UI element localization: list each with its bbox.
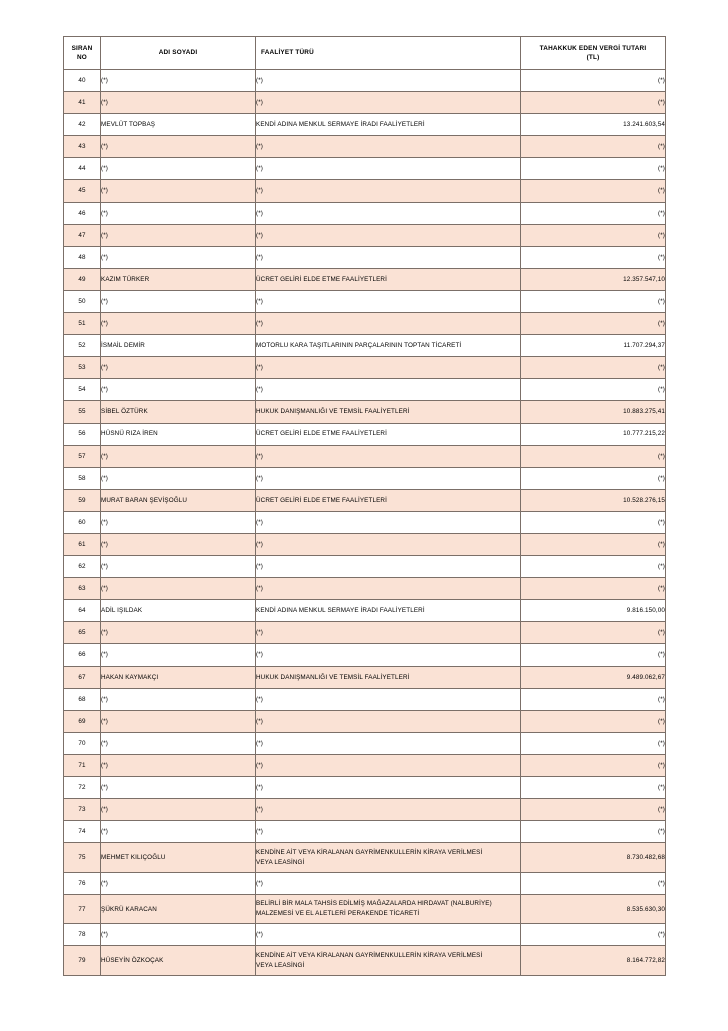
cell-sira-no: 60 (64, 511, 101, 533)
cell-adi-soyadi: (*) (101, 799, 256, 821)
cell-sira-no: 49 (64, 268, 101, 290)
cell-faaliyet-turu (256, 946, 521, 976)
cell-adi-soyadi: (*) (101, 202, 256, 224)
table-row (64, 924, 666, 946)
cell-faaliyet-turu: MOTORLU KARA TAŞITLARININ PARÇALARININ TOPTAN TİCARETİ (256, 335, 521, 357)
cell-adi-soyadi: ADİL IŞILDAK (101, 600, 256, 622)
column-header-amount-line1: TAHAKKUK EDEN VERGİ TUTARI (539, 44, 647, 52)
cell-tahakkuk-eden-vergi-tutari: (*) (521, 467, 666, 489)
cell-faaliyet-turu (256, 843, 521, 873)
cell-sira-no: 48 (64, 246, 101, 268)
table-body (64, 70, 666, 976)
cell-sira-no: 58 (64, 467, 101, 489)
cell-faaliyet-turu: (*) (256, 777, 521, 799)
cell-tahakkuk-eden-vergi-tutari: (*) (521, 92, 666, 114)
cell-adi-soyadi: (*) (101, 511, 256, 533)
cell-tahakkuk-eden-vergi-tutari: (*) (521, 533, 666, 555)
cell-adi-soyadi: (*) (101, 357, 256, 379)
table-row (64, 70, 666, 92)
cell-adi-soyadi: KAZIM TÜRKER (101, 268, 256, 290)
cell-tahakkuk-eden-vergi-tutari: (*) (521, 224, 666, 246)
cell-sira-no: 47 (64, 224, 101, 246)
cell-tahakkuk-eden-vergi-tutari: (*) (521, 556, 666, 578)
table-row (64, 114, 666, 136)
cell-faaliyet-turu: (*) (256, 578, 521, 600)
cell-faaliyet-turu: (*) (256, 70, 521, 92)
cell-faaliyet-turu: (*) (256, 688, 521, 710)
cell-sira-no: 40 (64, 70, 101, 92)
cell-faaliyet-turu: (*) (256, 799, 521, 821)
cell-adi-soyadi: (*) (101, 732, 256, 754)
cell-tahakkuk-eden-vergi-tutari: (*) (521, 754, 666, 776)
cell-adi-soyadi: SİBEL ÖZTÜRK (101, 401, 256, 423)
cell-sira-no: 54 (64, 379, 101, 401)
cell-adi-soyadi: (*) (101, 754, 256, 776)
table-row (64, 622, 666, 644)
cell-adi-soyadi: (*) (101, 92, 256, 114)
cell-tahakkuk-eden-vergi-tutari: (*) (521, 732, 666, 754)
cell-tahakkuk-eden-vergi-tutari: (*) (521, 777, 666, 799)
column-header-adi-soyadi: ADI SOYADI (101, 37, 256, 70)
cell-adi-soyadi: (*) (101, 180, 256, 202)
cell-tahakkuk-eden-vergi-tutari: 11.707.294,37 (521, 335, 666, 357)
cell-adi-soyadi: HÜSEYİN ÖZKOÇAK (101, 946, 256, 976)
cell-faaliyet-turu: KENDİ ADINA MENKUL SERMAYE İRADI FAALİYETLERİ (256, 114, 521, 136)
cell-faaliyet-turu: ÜCRET GELİRİ ELDE ETME FAALİYETLERİ (256, 423, 521, 445)
cell-tahakkuk-eden-vergi-tutari: 10.528.276,15 (521, 489, 666, 511)
cell-faaliyet-turu: (*) (256, 202, 521, 224)
cell-tahakkuk-eden-vergi-tutari: 9.816.150,00 (521, 600, 666, 622)
cell-adi-soyadi: (*) (101, 688, 256, 710)
cell-adi-soyadi: (*) (101, 467, 256, 489)
cell-sira-no: 79 (64, 946, 101, 976)
cell-adi-soyadi: (*) (101, 136, 256, 158)
cell-faaliyet-turu: ÜCRET GELİRİ ELDE ETME FAALİYETLERİ (256, 489, 521, 511)
cell-sira-no: 65 (64, 622, 101, 644)
table-row (64, 489, 666, 511)
cell-adi-soyadi: MURAT BARAN ŞEVİŞOĞLU (101, 489, 256, 511)
cell-tahakkuk-eden-vergi-tutari: (*) (521, 158, 666, 180)
cell-tahakkuk-eden-vergi-tutari: (*) (521, 357, 666, 379)
table-row (64, 511, 666, 533)
cell-faaliyet-turu: (*) (256, 158, 521, 180)
cell-sira-no: 77 (64, 894, 101, 924)
table-row (64, 946, 666, 976)
cell-tahakkuk-eden-vergi-tutari: (*) (521, 644, 666, 666)
cell-faaliyet-turu: (*) (256, 556, 521, 578)
cell-faaliyet-turu: (*) (256, 357, 521, 379)
cell-adi-soyadi: HAKAN KAYMAKÇI (101, 666, 256, 688)
cell-faaliyet-turu: (*) (256, 467, 521, 489)
cell-adi-soyadi: (*) (101, 710, 256, 732)
cell-sira-no: 42 (64, 114, 101, 136)
cell-adi-soyadi: HÜSNÜ RIZA İREN (101, 423, 256, 445)
cell-sira-no: 55 (64, 401, 101, 423)
cell-faaliyet-turu: HUKUK DANIŞMANLIĞI VE TEMSİL FAALİYETLERİ (256, 401, 521, 423)
table-row (64, 268, 666, 290)
table-row (64, 644, 666, 666)
table-row (64, 666, 666, 688)
header-row (64, 37, 666, 70)
table-row (64, 754, 666, 776)
table-row (64, 379, 666, 401)
cell-sira-no: 52 (64, 335, 101, 357)
table-row (64, 290, 666, 312)
cell-sira-no: 64 (64, 600, 101, 622)
table-row (64, 467, 666, 489)
cell-tahakkuk-eden-vergi-tutari: 10.883.275,41 (521, 401, 666, 423)
cell-faaliyet-turu: (*) (256, 644, 521, 666)
table-row (64, 401, 666, 423)
cell-tahakkuk-eden-vergi-tutari: (*) (521, 872, 666, 894)
cell-faaliyet-turu: (*) (256, 445, 521, 467)
column-header-sira-no: SIRAN NO (64, 37, 101, 70)
cell-tahakkuk-eden-vergi-tutari: (*) (521, 710, 666, 732)
cell-faaliyet-turu: (*) (256, 872, 521, 894)
cell-adi-soyadi: (*) (101, 872, 256, 894)
cell-adi-soyadi: (*) (101, 821, 256, 843)
cell-sira-no: 74 (64, 821, 101, 843)
cell-tahakkuk-eden-vergi-tutari: (*) (521, 70, 666, 92)
table-row (64, 335, 666, 357)
table-row (64, 224, 666, 246)
cell-adi-soyadi: (*) (101, 445, 256, 467)
cell-tahakkuk-eden-vergi-tutari: (*) (521, 622, 666, 644)
cell-adi-soyadi: (*) (101, 578, 256, 600)
table-row (64, 777, 666, 799)
cell-faaliyet-turu: (*) (256, 379, 521, 401)
table-header (64, 37, 666, 70)
table-row (64, 533, 666, 555)
cell-adi-soyadi: (*) (101, 622, 256, 644)
cell-sira-no: 41 (64, 92, 101, 114)
table-row (64, 872, 666, 894)
cell-sira-no: 46 (64, 202, 101, 224)
cell-sira-no: 75 (64, 843, 101, 873)
cell-tahakkuk-eden-vergi-tutari: 13.241.603,54 (521, 114, 666, 136)
cell-faaliyet-turu: (*) (256, 246, 521, 268)
cell-tahakkuk-eden-vergi-tutari: (*) (521, 246, 666, 268)
cell-adi-soyadi: (*) (101, 246, 256, 268)
cell-adi-soyadi: (*) (101, 379, 256, 401)
cell-sira-no: 68 (64, 688, 101, 710)
cell-tahakkuk-eden-vergi-tutari: 12.357.547,10 (521, 268, 666, 290)
table-row (64, 180, 666, 202)
cell-faaliyet-turu: (*) (256, 710, 521, 732)
cell-faaliyet-line1: KENDİNE AİT VEYA KİRALANAN GAYRİMENKULLERİN KİRAYA VERİLMESİ (256, 848, 483, 856)
cell-faaliyet-turu: (*) (256, 754, 521, 776)
cell-sira-no: 59 (64, 489, 101, 511)
cell-faaliyet-turu: (*) (256, 821, 521, 843)
cell-tahakkuk-eden-vergi-tutari: (*) (521, 924, 666, 946)
cell-adi-soyadi: (*) (101, 556, 256, 578)
cell-sira-no: 76 (64, 872, 101, 894)
cell-tahakkuk-eden-vergi-tutari: 8.535.630,30 (521, 894, 666, 924)
cell-faaliyet-turu: (*) (256, 224, 521, 246)
cell-faaliyet-line1: BELİRLİ BİR MALA TAHSİS EDİLMİŞ MAĞAZALARDA HIRDAVAT (NALBURİYE) (256, 900, 492, 908)
cell-tahakkuk-eden-vergi-tutari: 9.489.062,67 (521, 666, 666, 688)
cell-faaliyet-line2: VEYA LEASİNGİ (256, 961, 305, 969)
cell-sira-no: 73 (64, 799, 101, 821)
tax-table-container (63, 36, 665, 976)
cell-tahakkuk-eden-vergi-tutari: (*) (521, 313, 666, 335)
table-row (64, 578, 666, 600)
table-row (64, 445, 666, 467)
table-row (64, 556, 666, 578)
table-row (64, 313, 666, 335)
cell-faaliyet-turu (256, 894, 521, 924)
table-row (64, 600, 666, 622)
cell-sira-no: 62 (64, 556, 101, 578)
table-row (64, 799, 666, 821)
cell-adi-soyadi: MEVLÜT TOPBAŞ (101, 114, 256, 136)
cell-sira-no: 51 (64, 313, 101, 335)
cell-sira-no: 61 (64, 533, 101, 555)
cell-faaliyet-turu: (*) (256, 290, 521, 312)
cell-faaliyet-turu: (*) (256, 92, 521, 114)
cell-adi-soyadi: (*) (101, 70, 256, 92)
cell-tahakkuk-eden-vergi-tutari: (*) (521, 821, 666, 843)
cell-tahakkuk-eden-vergi-tutari: (*) (521, 799, 666, 821)
cell-tahakkuk-eden-vergi-tutari: (*) (521, 379, 666, 401)
table-row (64, 357, 666, 379)
cell-tahakkuk-eden-vergi-tutari: (*) (521, 511, 666, 533)
table-row (64, 423, 666, 445)
cell-sira-no: 72 (64, 777, 101, 799)
cell-tahakkuk-eden-vergi-tutari: (*) (521, 578, 666, 600)
cell-adi-soyadi: (*) (101, 644, 256, 666)
cell-tahakkuk-eden-vergi-tutari: 8.164.772,82 (521, 946, 666, 976)
table-row (64, 843, 666, 873)
cell-sira-no: 43 (64, 136, 101, 158)
table-row (64, 202, 666, 224)
column-header-faaliyet-turu: FAALİYET TÜRÜ (256, 37, 521, 70)
cell-sira-no: 57 (64, 445, 101, 467)
cell-faaliyet-line2: VEYA LEASİNGİ (256, 858, 305, 866)
cell-faaliyet-turu: (*) (256, 136, 521, 158)
cell-adi-soyadi: (*) (101, 224, 256, 246)
table-row (64, 710, 666, 732)
cell-sira-no: 56 (64, 423, 101, 445)
cell-sira-no: 71 (64, 754, 101, 776)
cell-adi-soyadi: (*) (101, 290, 256, 312)
cell-faaliyet-line1: KENDİNE AİT VEYA KİRALANAN GAYRİMENKULLERİN KİRAYA VERİLMESİ (256, 951, 483, 959)
cell-tahakkuk-eden-vergi-tutari: (*) (521, 180, 666, 202)
cell-faaliyet-turu: (*) (256, 924, 521, 946)
cell-sira-no: 44 (64, 158, 101, 180)
cell-sira-no: 66 (64, 644, 101, 666)
cell-sira-no: 70 (64, 732, 101, 754)
table-row (64, 136, 666, 158)
column-header-amount-line2: (TL) (586, 54, 600, 61)
table-row (64, 688, 666, 710)
cell-tahakkuk-eden-vergi-tutari: (*) (521, 290, 666, 312)
cell-tahakkuk-eden-vergi-tutari: (*) (521, 688, 666, 710)
cell-adi-soyadi: (*) (101, 313, 256, 335)
cell-faaliyet-line2: MALZEMESİ VE EL ALETLERİ PERAKENDE TİCARETİ (256, 910, 420, 918)
cell-faaliyet-turu: (*) (256, 533, 521, 555)
cell-faaliyet-turu: (*) (256, 732, 521, 754)
cell-sira-no: 69 (64, 710, 101, 732)
table-row (64, 732, 666, 754)
cell-adi-soyadi: (*) (101, 777, 256, 799)
cell-tahakkuk-eden-vergi-tutari: (*) (521, 445, 666, 467)
cell-sira-no: 67 (64, 666, 101, 688)
table-row (64, 246, 666, 268)
cell-tahakkuk-eden-vergi-tutari: (*) (521, 136, 666, 158)
table-row (64, 92, 666, 114)
cell-sira-no: 78 (64, 924, 101, 946)
cell-sira-no: 50 (64, 290, 101, 312)
cell-faaliyet-turu: (*) (256, 313, 521, 335)
cell-adi-soyadi: ŞÜKRÜ KARACAN (101, 894, 256, 924)
tax-accrual-table (63, 36, 666, 976)
cell-adi-soyadi: (*) (101, 924, 256, 946)
table-row (64, 821, 666, 843)
cell-faaliyet-turu: (*) (256, 180, 521, 202)
table-row (64, 894, 666, 924)
cell-adi-soyadi: (*) (101, 533, 256, 555)
cell-faaliyet-turu: HUKUK DANIŞMANLIĞI VE TEMSİL FAALİYETLERİ (256, 666, 521, 688)
table-row (64, 158, 666, 180)
cell-tahakkuk-eden-vergi-tutari: 10.777.215,22 (521, 423, 666, 445)
cell-adi-soyadi: İSMAİL DEMİR (101, 335, 256, 357)
cell-adi-soyadi: MEHMET KILIÇOĞLU (101, 843, 256, 873)
cell-adi-soyadi: (*) (101, 158, 256, 180)
cell-tahakkuk-eden-vergi-tutari: (*) (521, 202, 666, 224)
cell-sira-no: 63 (64, 578, 101, 600)
cell-sira-no: 45 (64, 180, 101, 202)
cell-faaliyet-turu: (*) (256, 622, 521, 644)
cell-faaliyet-turu: (*) (256, 511, 521, 533)
cell-tahakkuk-eden-vergi-tutari: 8.730.482,68 (521, 843, 666, 873)
cell-sira-no: 53 (64, 357, 101, 379)
column-header-tahakkuk-eden-vergi-tutari (521, 37, 666, 70)
cell-faaliyet-turu: ÜCRET GELİRİ ELDE ETME FAALİYETLERİ (256, 268, 521, 290)
cell-faaliyet-turu: KENDİ ADINA MENKUL SERMAYE İRADI FAALİYETLERİ (256, 600, 521, 622)
